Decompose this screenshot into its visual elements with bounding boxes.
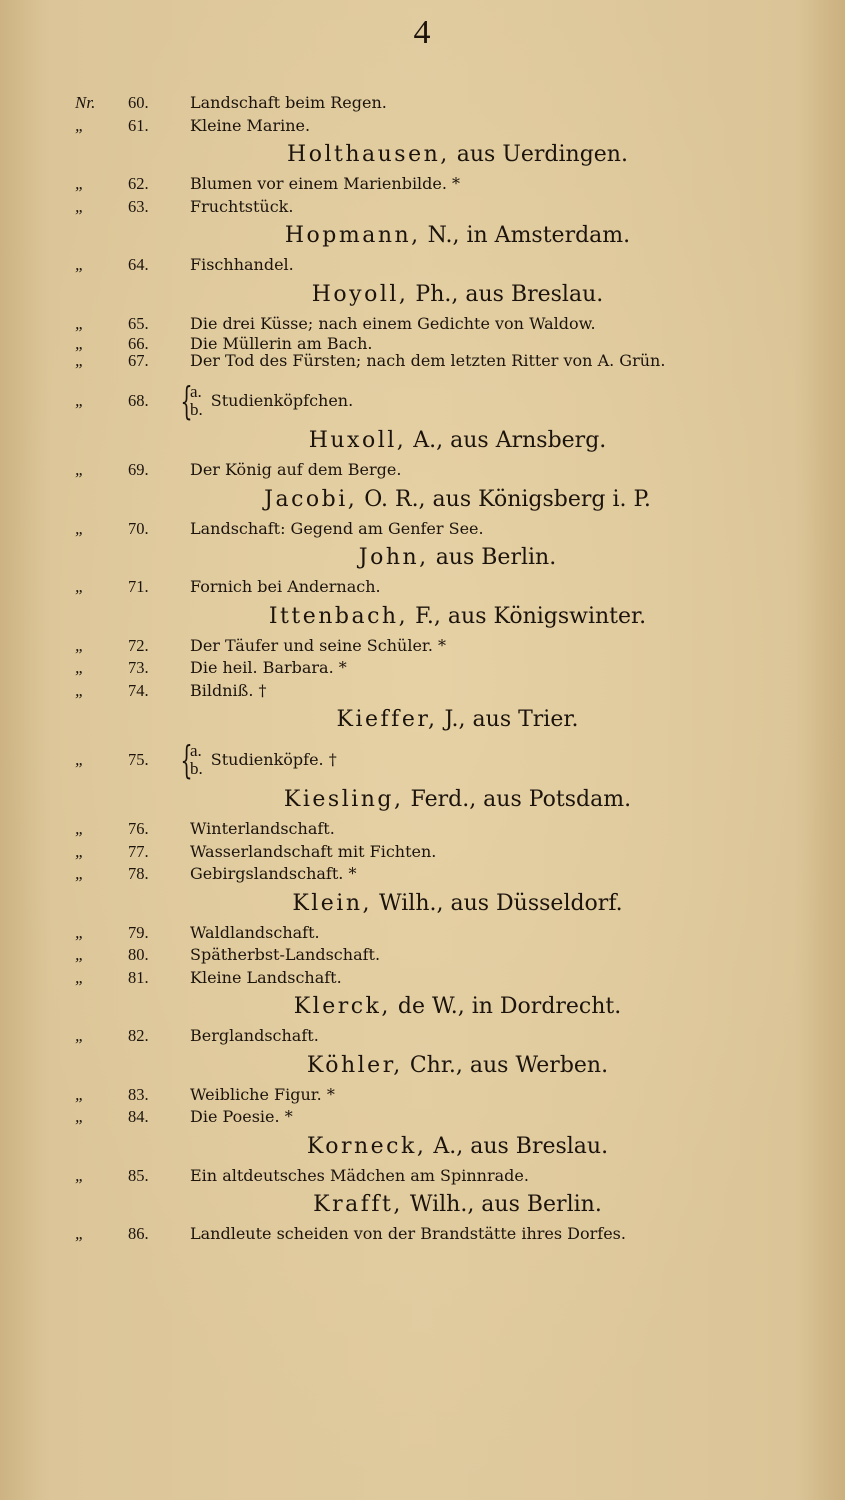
artist-origin: Wilh., aus Berlin.	[409, 1192, 602, 1217]
artist-heading	[0, 782, 845, 818]
catalog-entry-row	[0, 657, 845, 680]
artist-heading	[0, 599, 845, 635]
entry-prefix: „	[75, 460, 85, 479]
artist-heading	[0, 482, 845, 518]
entry-number: 75.	[128, 750, 149, 769]
page-number: 4	[413, 14, 432, 51]
artist-name: Krafft,	[313, 1192, 403, 1217]
catalog-entry-row	[0, 1106, 845, 1129]
entry-title: Berglandschaft.	[190, 1026, 319, 1045]
entry-prefix: „	[75, 577, 85, 596]
catalog-entry-row	[0, 1084, 845, 1107]
artist-heading	[0, 137, 845, 173]
catalog-entry-row	[0, 313, 845, 336]
artist-origin: aus Uerdingen.	[456, 142, 628, 167]
entry-prefix: „	[75, 351, 85, 370]
entry-title: Wasserlandschaft mit Fichten.	[190, 841, 437, 861]
entry-title: Waldlandschaft.	[190, 922, 320, 942]
brace-glyph: {	[180, 379, 193, 423]
artist-origin: O. R., aus Königsberg i. P.	[364, 486, 651, 512]
catalog-entry-brace-row	[0, 379, 845, 423]
entry-number: 60.	[128, 93, 149, 112]
entry-prefix: „	[75, 680, 85, 700]
entry-number: 69.	[128, 460, 149, 479]
entry-number: 63.	[128, 196, 149, 216]
entry-title: Kleine Landschaft.	[190, 967, 342, 987]
entry-number: 73.	[128, 658, 149, 677]
catalog-entry-row	[0, 173, 845, 196]
entry-title: Landschaft beim Regen.	[190, 93, 387, 112]
entry-title: Der Tod des Fürsten; nach dem letzten Ritter von A. Grün.	[190, 351, 666, 370]
artist-origin: A., aus Breslau.	[433, 1133, 609, 1159]
entry-prefix: „	[75, 1026, 85, 1045]
entry-title: Winterlandschaft.	[190, 819, 335, 838]
entry-title: Die drei Küsse; nach einem Gedichte von Waldow.	[190, 313, 596, 333]
artist-name: Ittenbach,	[268, 603, 409, 629]
variant-a: a.	[190, 382, 202, 401]
entry-title: Kleine Marine.	[190, 115, 311, 135]
artist-name: Kieffer,	[336, 707, 438, 732]
artist-origin: F., aus Königswinter.	[415, 603, 647, 629]
catalog-entries	[0, 92, 845, 1246]
entry-title: Die heil. Barbara. *	[190, 658, 347, 677]
entry-prefix: „	[75, 1224, 85, 1243]
artist-origin: Ferd., aus Potsdam.	[410, 787, 632, 812]
catalog-entry-row	[0, 92, 845, 115]
artist-name: Klein,	[292, 890, 373, 916]
catalog-entry-brace-row	[0, 738, 845, 782]
catalog-entry-row	[0, 254, 845, 277]
variant-b: b.	[190, 759, 203, 778]
entry-number: 82.	[128, 1026, 149, 1045]
artist-heading	[0, 218, 845, 254]
entry-prefix: „	[75, 841, 85, 861]
artist-heading	[0, 1187, 845, 1223]
entry-prefix: „	[75, 922, 85, 942]
catalog-entry-row	[0, 680, 845, 703]
entry-number: 65.	[128, 313, 149, 333]
entry-numbers	[128, 335, 149, 369]
artist-origin: N., in Amsterdam.	[427, 223, 631, 248]
entry-prefix: „	[75, 1084, 85, 1104]
entry-number: 80.	[128, 945, 149, 964]
artist-heading	[0, 989, 845, 1025]
entry-prefix: „	[75, 196, 85, 216]
entry-titles	[190, 335, 665, 369]
artist-name: Köhler,	[306, 1052, 403, 1078]
entry-title: Fornich bei Andernach.	[190, 577, 381, 596]
entry-title: Der König auf dem Berge.	[190, 460, 402, 479]
artist-origin: A., aus Arnsberg.	[413, 428, 607, 453]
entry-number: 78.	[128, 864, 149, 883]
artist-origin: Chr., aus Werben.	[409, 1052, 609, 1078]
entry-title: Die Müllerin am Bach.	[190, 334, 373, 353]
catalog-entry-row	[0, 635, 845, 658]
artist-name: Huxoll,	[308, 428, 407, 453]
catalog-entry-row	[0, 967, 845, 990]
entry-number: 64.	[128, 255, 149, 274]
entry-number: 76.	[128, 819, 149, 838]
entry-title: Landschaft: Gegend am Genfer See.	[190, 518, 484, 538]
entry-prefix: „	[75, 313, 85, 333]
catalog-entry-row	[0, 196, 845, 219]
entry-number: 72.	[128, 635, 149, 655]
artist-heading	[0, 423, 845, 459]
entry-number: 62.	[128, 174, 149, 193]
artist-heading	[0, 540, 845, 576]
entry-prefix: „	[75, 864, 85, 883]
entry-number: 71.	[128, 577, 149, 596]
catalog-entry-row	[0, 863, 845, 886]
entry-title: Spätherbst-Landschaft.	[190, 945, 381, 964]
entry-prefix: Nr.	[75, 93, 96, 112]
catalog-entry-row	[0, 1025, 845, 1048]
entry-title: Ein altdeutsches Mädchen am Spinnrade.	[190, 1165, 529, 1185]
artist-origin: aus Berlin.	[435, 545, 557, 570]
artist-name: Klerck,	[293, 994, 391, 1019]
entry-title: Studienköpfchen.	[210, 390, 354, 410]
catalog-entry-row	[0, 459, 845, 482]
catalog-entry-row	[0, 576, 845, 599]
entry-number: 84.	[128, 1107, 149, 1126]
entry-title: Der Täufer und seine Schüler. *	[190, 635, 446, 655]
entry-number: 67.	[128, 351, 149, 370]
entry-title: Die Poesie. *	[190, 1107, 293, 1126]
variant-a: a.	[190, 741, 202, 760]
entry-title: Blumen vor einem Marienbilde. *	[190, 174, 461, 193]
catalog-entry-row	[0, 944, 845, 967]
entry-prefix: „	[75, 819, 85, 838]
entry-number: 85.	[128, 1165, 149, 1185]
artist-name: Kiesling,	[283, 787, 404, 812]
brace-group	[178, 738, 337, 782]
entry-number: 70.	[128, 518, 149, 538]
entry-number: 77.	[128, 841, 149, 861]
artist-origin: J., aus Trier.	[444, 707, 579, 732]
entry-prefix: „	[75, 750, 85, 769]
artist-heading	[0, 886, 845, 922]
catalog-entry-row	[0, 518, 845, 541]
catalog-entry-row	[0, 818, 845, 841]
artist-name: Holthausen,	[287, 142, 450, 167]
entry-prefix: „	[75, 1165, 85, 1185]
artist-origin: Ph., aus Breslau.	[415, 281, 604, 307]
entry-prefix: „	[75, 967, 85, 987]
catalog-entry-row	[0, 1223, 845, 1246]
artist-name: Hopmann,	[284, 223, 421, 248]
entry-number: 79.	[128, 922, 149, 942]
artist-name: Jacobi,	[264, 486, 358, 512]
catalog-entry-row	[0, 115, 845, 138]
catalog-entry-row	[0, 1165, 845, 1188]
entry-prefix: „	[75, 115, 85, 135]
entry-number: 74.	[128, 680, 149, 700]
entry-title: Gebirgslandschaft. *	[190, 864, 357, 883]
entry-number: 68.	[128, 391, 149, 410]
entry-title: Bildniß. †	[190, 680, 267, 700]
artist-origin: Wilh., aus Düsseldorf.	[379, 890, 623, 916]
artist-heading	[0, 1048, 845, 1084]
entry-prefixes	[75, 335, 84, 369]
artist-heading	[0, 1129, 845, 1165]
entry-title: Fruchtstück.	[190, 196, 294, 216]
entry-prefix: „	[75, 255, 85, 274]
entry-prefix: „	[75, 518, 85, 538]
entry-number: 66.	[128, 334, 149, 353]
entry-prefix: „	[75, 391, 85, 410]
entry-prefix: „	[75, 334, 85, 353]
catalog-entry-double-row	[0, 335, 845, 379]
brace-group	[178, 379, 353, 423]
entry-prefix: „	[75, 174, 85, 193]
entry-title: Studienköpfe. †	[210, 749, 337, 769]
artist-name: Korneck,	[306, 1133, 427, 1159]
catalog-entry-row	[0, 922, 845, 945]
brace-glyph: {	[180, 738, 193, 782]
entry-title: Weibliche Figur. *	[190, 1084, 335, 1104]
entry-prefix: „	[75, 945, 85, 964]
entry-prefix: „	[75, 658, 85, 677]
entry-number: 83.	[128, 1084, 149, 1104]
entry-number: 61.	[128, 115, 149, 135]
entry-number: 81.	[128, 967, 149, 987]
entry-title: Landleute scheiden von der Brandstätte ihres Dorfes.	[190, 1224, 626, 1243]
artist-heading	[0, 277, 845, 313]
entry-prefix: „	[75, 635, 85, 655]
artist-heading	[0, 702, 845, 738]
artist-name: Hoyoll,	[311, 281, 409, 307]
entry-title: Fischhandel.	[190, 255, 294, 274]
artist-origin: de W., in Dordrecht.	[397, 994, 622, 1019]
entry-prefix: „	[75, 1107, 85, 1126]
entry-number: 86.	[128, 1224, 149, 1243]
artist-name: John,	[358, 545, 429, 570]
variant-b: b.	[190, 400, 203, 419]
catalog-entry-row	[0, 841, 845, 864]
